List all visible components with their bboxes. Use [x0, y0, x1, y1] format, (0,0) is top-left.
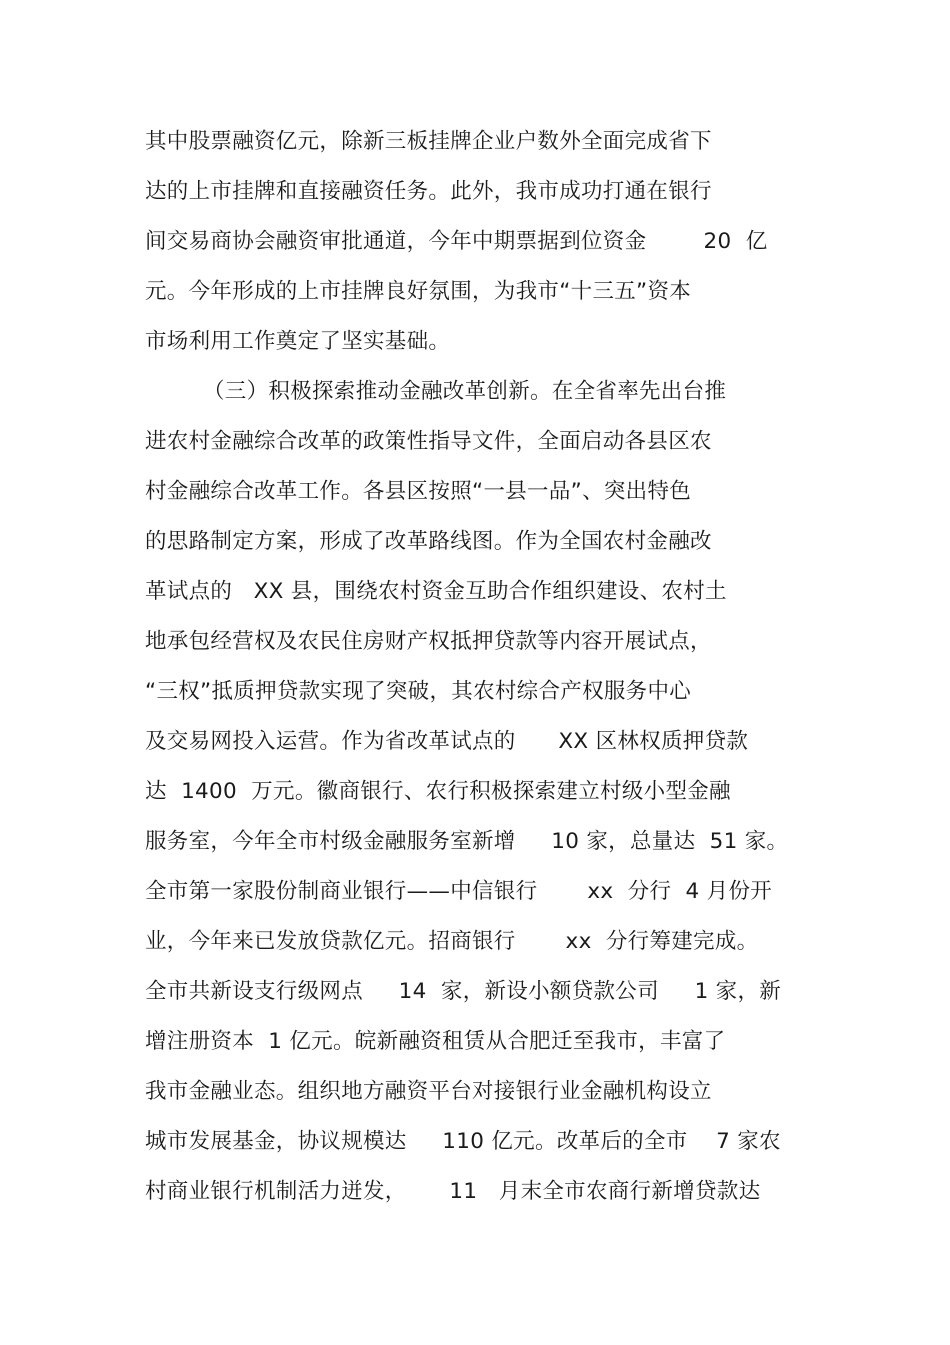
text-line-15: 服务室，今年全市村级金融服务室新增 10 家，总量达 51 家。	[145, 829, 789, 854]
text-line-4: 元。今年形成的上市挂牌良好氛围，为我市“十三五”资本	[145, 279, 692, 304]
text-line-7: 进农村金融综合改革的政策性指导文件，全面启动各县区农	[145, 429, 712, 454]
text-line-12: “三权”抵质押贷款实现了突破，其农村综合产权服务中心	[145, 679, 692, 704]
text-line-3: 间交易商协会融资审批通道，今年中期票据到位资金 20 亿	[145, 229, 768, 254]
text-line-8: 村金融综合改革工作。各县区按照“一县一品”、突出特色	[145, 479, 692, 504]
text-line-5: 市场利用工作奠定了坚实基础。	[145, 329, 451, 354]
text-line-18: 全市共新设支行级网点 14 家，新设小额贷款公司 1 家，新	[145, 979, 782, 1004]
text-line-2: 达的上市挂牌和直接融资任务。此外，我市成功打通在银行	[145, 179, 712, 204]
text-line-13: 及交易网投入运营。作为省改革试点的 XX 区林权质押贷款	[145, 729, 749, 754]
text-line-14: 达 1400 万元。徽商银行、农行积极探索建立村级小型金融	[145, 779, 731, 804]
section-heading-line: （三）积极探索推动金融改革创新。在全省率先出台推	[203, 379, 727, 404]
text-line-17: 业，今年来已发放贷款亿元。招商银行 xx 分行筹建完成。	[145, 929, 759, 954]
text-line-16: 全市第一家股份制商业银行——中信银行 xx 分行 4 月份开	[145, 879, 773, 904]
text-line-21: 城市发展基金，协议规模达 110 亿元。改革后的全市 7 家农	[145, 1129, 781, 1154]
text-line-10: 革试点的 XX 县，围绕农村资金互助合作组织建设、农村土	[145, 579, 727, 604]
text-line-9: 的思路制定方案，形成了改革路线图。作为全国农村金融改	[145, 529, 712, 554]
text-line-1: 其中股票融资亿元，除新三板挂牌企业户数外全面完成省下	[145, 129, 712, 154]
text-line-20: 我市金融业态。组织地方融资平台对接银行业金融机构设立	[145, 1079, 712, 1104]
text-line-19: 增注册资本 1 亿元。皖新融资租赁从合肥迁至我市，丰富了	[145, 1029, 726, 1054]
text-line-11: 地承包经营权及农民住房财产权抵押贷款等内容开展试点，	[145, 629, 712, 654]
text-line-22: 村商业银行机制活力迸发， 11 月末全市农商行新增贷款达	[145, 1179, 761, 1204]
